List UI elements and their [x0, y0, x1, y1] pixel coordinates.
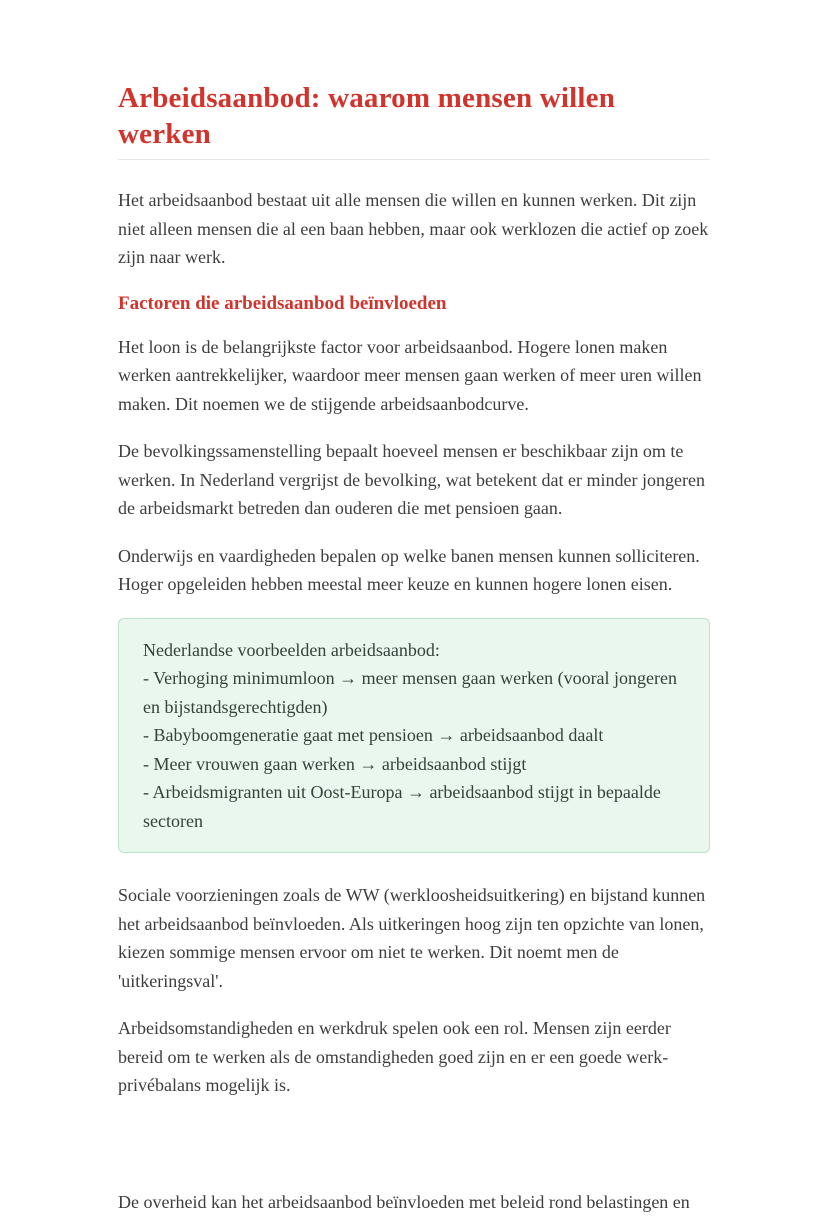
page-title: Arbeidsaanbod: waarom mensen willen werken: [118, 80, 710, 160]
example-item: - Babyboomgeneratie gaat met pensioen → arbeidsaanbod daalt: [143, 721, 685, 750]
example-item: - Meer vrouwen gaan werken → arbeidsaanbod stijgt: [143, 750, 685, 779]
example-item: - Arbeidsmigranten uit Oost-Europa → arbeidsaanbod stijgt in bepaalde sectoren: [143, 778, 685, 835]
paragraph-loon: Het loon is de belangrijkste factor voor arbeidsaanbod. Hogere lonen maken werken aantrekkelijker, waardoor meer mensen gaan werken of meer uren willen maken. Dit noemen we de stijgende arbeidsaanbodcurve.: [118, 333, 710, 419]
example-box: [118, 618, 710, 854]
intro-paragraph: Het arbeidsaanbod bestaat uit alle mensen die willen en kunnen werken. Dit zijn niet alleen mensen die al een baan hebben, maar ook werklozen die actief op zoek zijn naar werk.: [118, 186, 710, 272]
section-heading: Factoren die arbeidsaanbod beïnvloeden: [118, 291, 710, 317]
paragraph-arbeidsomstandigheden: Arbeidsomstandigheden en werkdruk spelen ook een rol. Mensen zijn eerder bereid om te werken als de omstandigheden goed zijn en er een goede werk-privébalans mogelijk is.: [118, 1014, 710, 1100]
example-item: - Verhoging minimumloon → meer mensen gaan werken (vooral jongeren en bijstandsgerechtigden): [143, 664, 685, 721]
paragraph-sociale-voorzieningen: Sociale voorzieningen zoals de WW (werkloosheidsuitkering) en bijstand kunnen het arbeidsaanbod beïnvloeden. Als uitkeringen hoog zijn ten opzichte van lonen, kiezen sommige mensen ervoor om niet te werken. Dit noemt men de 'uitkeringsval'.: [118, 881, 710, 995]
cutoff-paragraph: De overheid kan het arbeidsaanbod beïnvloeden met beleid rond belastingen en: [118, 1188, 710, 1216]
paragraph-onderwijs: Onderwijs en vaardigheden bepalen op welke banen mensen kunnen solliciteren. Hoger opgeleiden hebben meestal meer keuze en kunnen hogere lonen eisen.: [118, 542, 710, 599]
paragraph-bevolkingssamenstelling: De bevolkingssamenstelling bepaalt hoeveel mensen er beschikbaar zijn om te werken. In Nederland vergrijst de bevolking, wat betekent dat er minder jongeren de arbeidsmarkt betreden dan ouderen die met pensioen gaan.: [118, 437, 710, 523]
example-box-title: Nederlandse voorbeelden arbeidsaanbod:: [143, 636, 685, 665]
